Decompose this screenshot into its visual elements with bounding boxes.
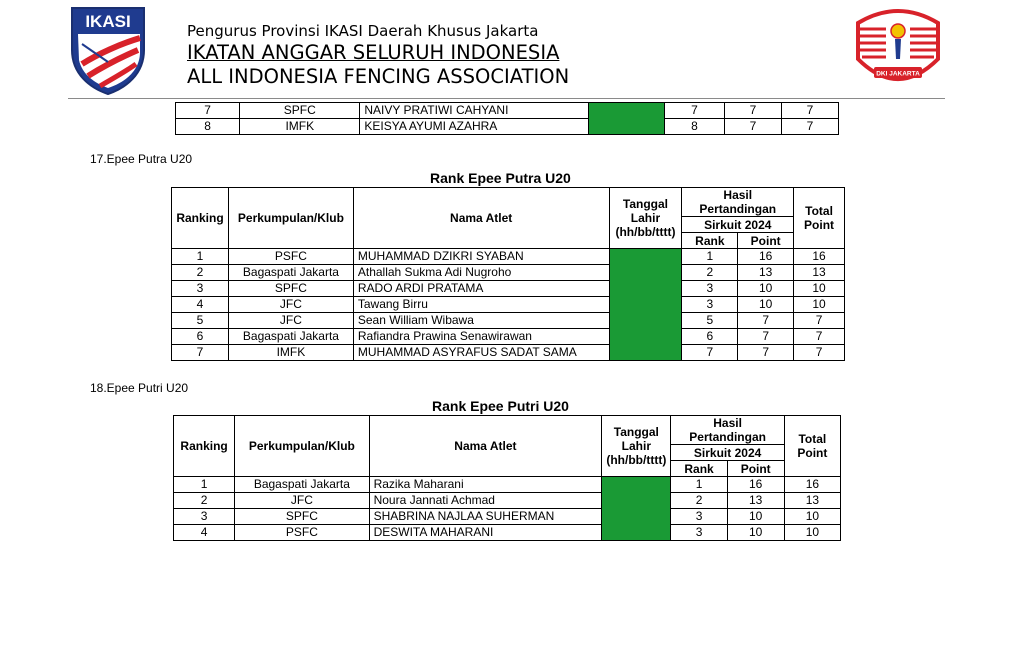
table-row: [176, 119, 839, 135]
total-point-cell: 7: [794, 329, 845, 345]
letterhead-text: [187, 22, 569, 89]
hasil-header-line: Hasil: [723, 188, 753, 202]
total-point-cell: 13: [784, 493, 840, 509]
col-header-name: Nama Atlet: [369, 416, 602, 477]
point-cell: 13: [738, 265, 794, 281]
ranking-cell: 8: [176, 119, 240, 135]
total-point-cell: 10: [784, 525, 840, 541]
ikasi-logo: [68, 4, 148, 96]
col-header-name: Nama Atlet: [353, 188, 609, 249]
ranking-cell: 2: [174, 493, 235, 509]
club-cell: Bagaspati Jakarta: [228, 329, 353, 345]
ranking-cell: 7: [172, 345, 229, 361]
athlete-name-cell: Razika Maharani: [369, 477, 602, 493]
ranking-cell: 4: [174, 525, 235, 541]
athlete-name-cell: RADO ARDI PRATAMA: [353, 281, 609, 297]
rank-cell: 5: [682, 313, 738, 329]
athlete-name-cell: KEISYA AYUMI AZAHRA: [360, 119, 589, 135]
org-province-line: Pengurus Provinsi IKASI Daerah Khusus Jakarta: [187, 22, 539, 40]
point-cell: 16: [738, 249, 794, 265]
ranking-cell: 2: [172, 265, 229, 281]
athlete-name-cell: MUHAMMAD ASYRAFUS SADAT SAMA: [353, 345, 609, 361]
table-caption: Rank Epee Putri U20: [432, 398, 569, 414]
birthdate-header-line: (hh/bb/tttt): [615, 225, 676, 239]
table-row: [172, 265, 845, 281]
athlete-name-cell: DESWITA MAHARANI: [369, 525, 602, 541]
hasil-header-line: Pertandingan: [689, 430, 766, 444]
rank-cell: 7: [664, 103, 724, 119]
section-title: 17.Epee Putra U20: [90, 152, 193, 166]
birthdate-header-line: Tanggal: [622, 197, 669, 211]
total-point-cell: 7: [781, 103, 838, 119]
table-row: [174, 525, 841, 541]
table-row: [172, 313, 845, 329]
koni-dki-logo: [852, 3, 944, 93]
total-header-line: Total: [798, 432, 827, 446]
total-header-line: Point: [804, 218, 835, 232]
koni-logo-text: DKI JAKARTA: [876, 70, 920, 78]
table-row: [172, 281, 845, 297]
col-header-club: Perkumpulan/Klub: [235, 416, 369, 477]
rank-cell: 3: [671, 525, 727, 541]
club-cell: Bagaspati Jakarta: [235, 477, 369, 493]
col-header-point: Point: [738, 233, 794, 249]
rank-cell: 6: [682, 329, 738, 345]
point-cell: 10: [738, 297, 794, 313]
rank-cell: 2: [671, 493, 727, 509]
ranking-cell: 1: [174, 477, 235, 493]
org-name-indonesian: IKATAN ANGGAR SELURUH INDONESIA: [187, 41, 560, 64]
total-point-cell: 10: [784, 509, 840, 525]
hasil-header-line: Hasil: [713, 416, 742, 430]
athlete-name-cell: MUHAMMAD DZIKRI SYABAN: [353, 249, 609, 265]
table-row: [176, 103, 839, 119]
athlete-name-cell: Sean William Wibawa: [353, 313, 609, 329]
ranking-cell: 6: [172, 329, 229, 345]
athlete-name-cell: Rafiandra Prawina Senawirawan: [353, 329, 609, 345]
col-header-hasil: [671, 416, 784, 445]
point-cell: 7: [738, 313, 794, 329]
col-header-hasil: [682, 188, 794, 217]
point-cell: 7: [725, 119, 782, 135]
col-header-rank: Rank: [682, 233, 738, 249]
rank-cell: 3: [671, 509, 727, 525]
table-row: [174, 477, 841, 493]
hasil-header-line: Pertandingan: [699, 202, 777, 216]
club-cell: SPFC: [235, 509, 369, 525]
table-row: [172, 345, 845, 361]
table-caption: Rank Epee Putra U20: [430, 170, 571, 186]
col-header-sirkuit: Sirkuit 2024: [671, 445, 784, 461]
table-row: [174, 509, 841, 525]
birthdate-header-line: Lahir: [630, 211, 661, 225]
total-header-line: Total: [805, 204, 833, 218]
point-cell: 16: [727, 477, 784, 493]
total-header-line: Point: [797, 446, 828, 460]
club-cell: PSFC: [228, 249, 353, 265]
total-point-cell: 10: [794, 297, 845, 313]
club-cell: PSFC: [235, 525, 369, 541]
point-cell: 10: [727, 525, 784, 541]
club-cell: JFC: [228, 313, 353, 329]
header-row: [174, 416, 841, 445]
point-cell: 7: [738, 329, 794, 345]
header-row: [172, 188, 845, 217]
rank-cell: 3: [682, 297, 738, 313]
total-point-cell: 7: [794, 345, 845, 361]
athlete-name-cell: Tawang Birru: [353, 297, 609, 313]
club-cell: JFC: [228, 297, 353, 313]
table-row: [172, 249, 845, 265]
total-point-cell: 16: [784, 477, 840, 493]
col-header-ranking: Ranking: [174, 416, 235, 477]
letterhead-divider: [68, 98, 945, 99]
ranking-table-epee-putri-u20: [173, 415, 841, 541]
birthdate-header-line: Tanggal: [613, 425, 659, 439]
table-row: [172, 297, 845, 313]
athlete-name-cell: NAIVY PRATIWI CAHYANI: [360, 103, 589, 119]
birthdate-header-line: Lahir: [621, 439, 652, 453]
col-header-rank: Rank: [671, 461, 727, 477]
rank-cell: 3: [682, 281, 738, 297]
club-cell: IMFK: [240, 119, 360, 135]
col-header-total: [784, 416, 840, 477]
point-cell: 7: [738, 345, 794, 361]
point-cell: 10: [727, 509, 784, 525]
ranking-cell: 3: [172, 281, 229, 297]
point-cell: 13: [727, 493, 784, 509]
club-cell: IMFK: [228, 345, 353, 361]
rank-cell: 1: [682, 249, 738, 265]
club-cell: Bagaspati Jakarta: [228, 265, 353, 281]
point-cell: 7: [725, 103, 782, 119]
col-header-birthdate: [609, 188, 682, 249]
ranking-cell: 3: [174, 509, 235, 525]
rank-cell: 2: [682, 265, 738, 281]
rank-cell: 7: [682, 345, 738, 361]
table-row: [174, 493, 841, 509]
club-cell: SPFC: [228, 281, 353, 297]
col-header-total: [794, 188, 845, 249]
col-header-birthdate: [602, 416, 671, 477]
rank-cell: 8: [664, 119, 724, 135]
point-cell: 10: [738, 281, 794, 297]
col-header-point: Point: [727, 461, 784, 477]
ranking-cell: 4: [172, 297, 229, 313]
total-point-cell: 10: [794, 281, 845, 297]
section-title: 18.Epee Putri U20: [90, 381, 189, 395]
athlete-name-cell: SHABRINA NAJLAA SUHERMAN: [369, 509, 602, 525]
birthdate-redacted-cell: [602, 477, 671, 541]
col-header-sirkuit: Sirkuit 2024: [682, 217, 794, 233]
total-point-cell: 13: [794, 265, 845, 281]
total-point-cell: 7: [781, 119, 838, 135]
ikasi-logo-text: IKASI: [85, 12, 131, 31]
total-point-cell: 16: [794, 249, 845, 265]
previous-ranking-table-continued: [175, 102, 839, 135]
ranking-table-epee-putra-u20: [171, 187, 845, 361]
col-header-club: Perkumpulan/Klub: [228, 188, 353, 249]
table-row: [172, 329, 845, 345]
col-header-ranking: Ranking: [172, 188, 229, 249]
ranking-cell: 7: [176, 103, 240, 119]
club-cell: SPFC: [240, 103, 360, 119]
birthdate-header-line: (hh/bb/tttt): [606, 453, 667, 467]
ranking-cell: 5: [172, 313, 229, 329]
athlete-name-cell: Athallah Sukma Adi Nugroho: [353, 265, 609, 281]
club-cell: JFC: [235, 493, 369, 509]
birthdate-redacted-cell: [589, 103, 665, 135]
rank-cell: 1: [671, 477, 727, 493]
total-point-cell: 7: [794, 313, 845, 329]
ranking-cell: 1: [172, 249, 229, 265]
birthdate-redacted-cell: [609, 249, 682, 361]
athlete-name-cell: Noura Jannati Achmad: [369, 493, 602, 509]
org-name-english: ALL INDONESIA FENCING ASSOCIATION: [187, 65, 570, 88]
